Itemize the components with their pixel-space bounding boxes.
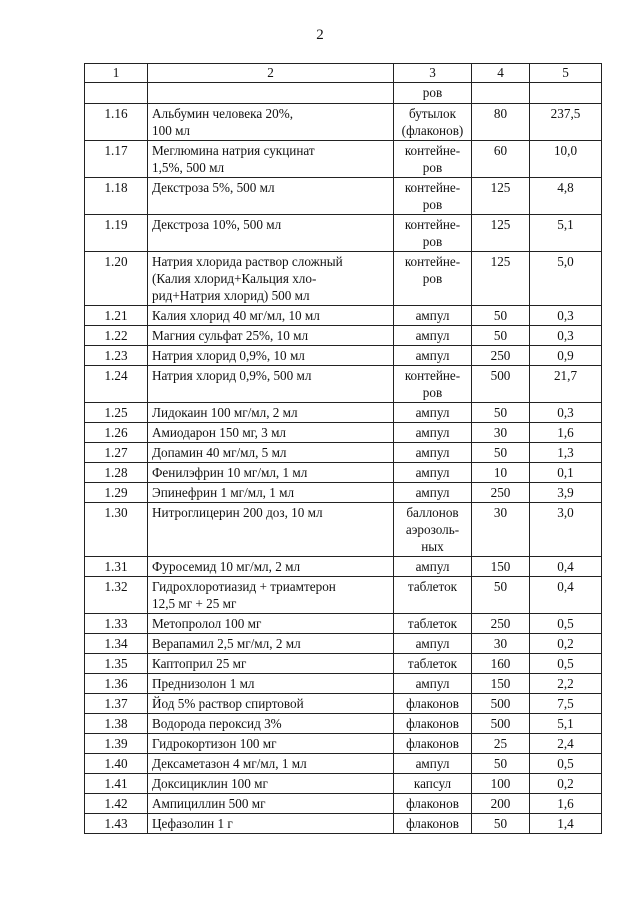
row-number-cell: 1.22 — [85, 326, 148, 346]
unit-line: ампул — [415, 465, 450, 480]
table-row — [85, 463, 602, 483]
value-cell: 1,4 — [530, 814, 602, 834]
quantity-cell: 50 — [472, 306, 530, 326]
unit-line: ампул — [415, 308, 450, 323]
unit-line: капсул — [413, 776, 452, 791]
table-row — [85, 252, 602, 306]
value-cell: 1,6 — [530, 794, 602, 814]
quantity-cell: 50 — [472, 814, 530, 834]
quantity-cell: 160 — [472, 654, 530, 674]
value-cell: 0,2 — [530, 634, 602, 654]
row-number-cell: 1.38 — [85, 714, 148, 734]
value-cell: 5,0 — [530, 252, 602, 306]
unit-cell — [394, 141, 472, 178]
unit-cell — [394, 794, 472, 814]
unit-cell — [394, 577, 472, 614]
item-name-cell — [148, 141, 394, 178]
table-row — [85, 366, 602, 403]
medications-table — [84, 63, 602, 834]
table-row — [85, 178, 602, 215]
unit-line: аэрозоль- — [405, 522, 460, 537]
quantity-cell: 50 — [472, 577, 530, 614]
item-name-line: Преднизолон 1 мл — [152, 676, 255, 691]
table-row — [85, 577, 602, 614]
row-number-cell: 1.36 — [85, 674, 148, 694]
row-number-cell: 1.30 — [85, 503, 148, 557]
item-name-cell — [148, 178, 394, 215]
item-name-line: Нитроглицерин 200 доз, 10 мл — [152, 505, 323, 520]
item-name-cell — [148, 634, 394, 654]
item-name-line: Лидокаин 100 мг/мл, 2 мл — [152, 405, 298, 420]
value-cell: 0,3 — [530, 403, 602, 423]
item-name-line: Йод 5% раствор спиртовой — [152, 696, 304, 711]
item-name-cell — [148, 794, 394, 814]
table-row — [85, 306, 602, 326]
continuation-row — [85, 83, 602, 104]
quantity-cell: 150 — [472, 557, 530, 577]
value-cell: 0,3 — [530, 326, 602, 346]
unit-line: контейне- — [404, 254, 461, 269]
row-number-cell: 1.23 — [85, 346, 148, 366]
item-name-line: 100 мл — [152, 123, 191, 138]
item-name-line: Гидрокортизон 100 мг — [152, 736, 277, 751]
unit-line: ампул — [415, 405, 450, 420]
table-row — [85, 326, 602, 346]
unit-line: контейне- — [404, 180, 461, 195]
unit-line: баллонов — [406, 505, 459, 520]
item-name-cell — [148, 346, 394, 366]
unit-cell — [394, 714, 472, 734]
quantity-cell: 80 — [472, 104, 530, 141]
unit-line: ампул — [415, 425, 450, 440]
unit-cell — [394, 423, 472, 443]
quantity-cell: 500 — [472, 714, 530, 734]
header-cell: 1 — [85, 64, 148, 83]
quantity-cell: 100 — [472, 774, 530, 794]
unit-line: таблеток — [407, 579, 458, 594]
item-name-cell — [148, 694, 394, 714]
item-name-line: рид+Натрия хлорид) 500 мл — [152, 288, 310, 303]
table-cell — [530, 83, 602, 104]
value-cell: 237,5 — [530, 104, 602, 141]
item-name-line: Магния сульфат 25%, 10 мл — [152, 328, 309, 343]
row-number-cell: 1.37 — [85, 694, 148, 714]
item-name-line: Амиодарон 150 мг, 3 мл — [152, 425, 286, 440]
quantity-cell: 50 — [472, 754, 530, 774]
unit-line: ампул — [415, 636, 450, 651]
value-cell: 0,4 — [530, 557, 602, 577]
table-row — [85, 215, 602, 252]
item-name-cell — [148, 577, 394, 614]
unit-cell — [394, 104, 472, 141]
unit-cell — [394, 814, 472, 834]
row-number-cell: 1.24 — [85, 366, 148, 403]
value-cell: 5,1 — [530, 215, 602, 252]
row-number-cell: 1.16 — [85, 104, 148, 141]
quantity-cell: 500 — [472, 366, 530, 403]
row-number-cell: 1.39 — [85, 734, 148, 754]
item-name-line: Доксициклин 100 мг — [152, 776, 268, 791]
quantity-cell: 125 — [472, 178, 530, 215]
quantity-cell: 10 — [472, 463, 530, 483]
item-name-line: Верапамил 2,5 мг/мл, 2 мл — [152, 636, 301, 651]
item-name-cell — [148, 774, 394, 794]
row-number-cell: 1.35 — [85, 654, 148, 674]
quantity-cell: 500 — [472, 694, 530, 714]
row-number-cell: 1.42 — [85, 794, 148, 814]
quantity-cell: 250 — [472, 614, 530, 634]
table-row — [85, 814, 602, 834]
unit-cell — [394, 463, 472, 483]
row-number-cell: 1.20 — [85, 252, 148, 306]
table-row — [85, 774, 602, 794]
quantity-cell: 150 — [472, 674, 530, 694]
unit-cell — [394, 366, 472, 403]
table-body — [85, 64, 602, 834]
table-row — [85, 443, 602, 463]
unit-line: (флаконов) — [401, 123, 464, 138]
unit-line: ров — [422, 197, 443, 212]
unit-line: контейне- — [404, 368, 461, 383]
table-row — [85, 794, 602, 814]
item-name-cell — [148, 754, 394, 774]
quantity-cell: 30 — [472, 503, 530, 557]
unit-line: таблеток — [407, 656, 458, 671]
table-row — [85, 614, 602, 634]
row-number-cell: 1.17 — [85, 141, 148, 178]
unit-line: ров — [422, 234, 443, 249]
unit-cell — [394, 634, 472, 654]
item-name-line: Декстроза 5%, 500 мл — [152, 180, 275, 195]
unit-line: флаконов — [406, 796, 459, 811]
item-name-cell — [148, 654, 394, 674]
item-name-line: Фуросемид 10 мг/мл, 2 мл — [152, 559, 301, 574]
unit-line: ампул — [415, 348, 450, 363]
value-cell: 2,4 — [530, 734, 602, 754]
table-row — [85, 346, 602, 366]
table-row — [85, 483, 602, 503]
row-number-cell: 1.21 — [85, 306, 148, 326]
item-name-cell — [148, 326, 394, 346]
item-name-line: Альбумин человека 20%, — [152, 106, 293, 121]
row-number-cell: 1.28 — [85, 463, 148, 483]
item-name-line: Допамин 40 мг/мл, 5 мл — [152, 445, 287, 460]
item-name-cell — [148, 814, 394, 834]
item-name-line: Фенилэфрин 10 мг/мл, 1 мл — [152, 465, 308, 480]
unit-cell — [394, 306, 472, 326]
unit-cell — [394, 483, 472, 503]
table-row — [85, 754, 602, 774]
value-cell: 3,0 — [530, 503, 602, 557]
page-number: 2 — [316, 27, 324, 43]
value-cell: 21,7 — [530, 366, 602, 403]
value-cell: 0,9 — [530, 346, 602, 366]
unit-line: контейне- — [404, 217, 461, 232]
item-name-cell — [148, 403, 394, 423]
row-number-cell: 1.29 — [85, 483, 148, 503]
item-name-line: 12,5 мг + 25 мг — [152, 596, 237, 611]
item-name-line: Эпинефрин 1 мг/мл, 1 мл — [152, 485, 295, 500]
value-cell: 0,1 — [530, 463, 602, 483]
unit-line: ампул — [415, 559, 450, 574]
value-cell: 5,1 — [530, 714, 602, 734]
item-name-cell — [148, 215, 394, 252]
item-name-cell — [148, 366, 394, 403]
item-name-cell — [148, 734, 394, 754]
quantity-cell: 200 — [472, 794, 530, 814]
unit-line: ампул — [415, 485, 450, 500]
unit-line: ных — [421, 539, 444, 554]
quantity-cell: 30 — [472, 423, 530, 443]
table-cell — [472, 83, 530, 104]
row-number-cell: 1.26 — [85, 423, 148, 443]
item-name-cell — [148, 104, 394, 141]
value-cell: 4,8 — [530, 178, 602, 215]
quantity-cell: 50 — [472, 403, 530, 423]
row-number-cell: 1.41 — [85, 774, 148, 794]
unit-cell — [394, 326, 472, 346]
value-cell: 7,5 — [530, 694, 602, 714]
unit-cell — [394, 557, 472, 577]
item-name-cell — [148, 557, 394, 577]
table-row — [85, 674, 602, 694]
item-name-line: Натрия хлорид 0,9%, 10 мл — [152, 348, 305, 363]
unit-cell — [394, 503, 472, 557]
value-cell: 0,5 — [530, 754, 602, 774]
item-name-cell — [148, 252, 394, 306]
item-name-cell — [148, 463, 394, 483]
unit-line: флаконов — [406, 696, 459, 711]
unit-line: бутылок — [408, 106, 456, 121]
item-name-cell — [148, 503, 394, 557]
row-number-cell: 1.18 — [85, 178, 148, 215]
table-row — [85, 503, 602, 557]
row-number-cell: 1.43 — [85, 814, 148, 834]
table-cell — [85, 83, 148, 104]
table-row — [85, 104, 602, 141]
item-name-line: Каптоприл 25 мг — [152, 656, 247, 671]
unit-cell — [394, 346, 472, 366]
row-number-cell: 1.25 — [85, 403, 148, 423]
item-name-line: Дексаметазон 4 мг/мл, 1 мл — [152, 756, 307, 771]
header-cell: 3 — [394, 64, 472, 83]
unit-line: ров — [422, 160, 443, 175]
header-cell: 5 — [530, 64, 602, 83]
value-cell: 3,9 — [530, 483, 602, 503]
value-cell: 10,0 — [530, 141, 602, 178]
unit-cell — [394, 614, 472, 634]
table-row — [85, 714, 602, 734]
row-number-cell: 1.34 — [85, 634, 148, 654]
unit-line: ампул — [415, 756, 450, 771]
unit-cell — [394, 674, 472, 694]
table-row — [85, 141, 602, 178]
unit-cell — [394, 178, 472, 215]
header-cell: 4 — [472, 64, 530, 83]
value-cell: 0,5 — [530, 614, 602, 634]
item-name-line: Ампициллин 500 мг — [152, 796, 266, 811]
unit-line: ров — [422, 385, 443, 400]
table-row — [85, 634, 602, 654]
value-cell: 0,2 — [530, 774, 602, 794]
unit-cell — [394, 754, 472, 774]
unit-line: ампул — [415, 676, 450, 691]
unit-line: ров — [422, 271, 443, 286]
item-name-cell — [148, 423, 394, 443]
unit-line: флаконов — [406, 736, 459, 751]
item-name-line: Декстроза 10%, 500 мл — [152, 217, 282, 232]
item-name-line: (Калия хлорид+Кальция хло- — [152, 271, 317, 286]
unit-line: таблеток — [407, 616, 458, 631]
quantity-cell: 30 — [472, 634, 530, 654]
item-name-cell — [148, 714, 394, 734]
quantity-cell: 125 — [472, 215, 530, 252]
table-row — [85, 423, 602, 443]
item-name-cell — [148, 674, 394, 694]
row-number-cell: 1.33 — [85, 614, 148, 634]
item-name-line: Гидрохлоротиазид + триамтерон — [152, 579, 336, 594]
item-name-line: Натрия хлорид 0,9%, 500 мл — [152, 368, 312, 383]
quantity-cell: 50 — [472, 326, 530, 346]
item-name-line: Меглюмина натрия сукцинат — [152, 143, 315, 158]
unit-cell — [394, 403, 472, 423]
value-cell: 0,4 — [530, 577, 602, 614]
item-name-line: Натрия хлорида раствор сложный — [152, 254, 343, 269]
unit-cell — [394, 443, 472, 463]
value-cell: 2,2 — [530, 674, 602, 694]
quantity-cell: 25 — [472, 734, 530, 754]
unit-cell — [394, 694, 472, 714]
item-name-cell — [148, 614, 394, 634]
item-name-line: Цефазолин 1 г — [152, 816, 233, 831]
value-cell: 0,5 — [530, 654, 602, 674]
item-name-cell — [148, 483, 394, 503]
quantity-cell: 50 — [472, 443, 530, 463]
item-name-line: Калия хлорид 40 мг/мл, 10 мл — [152, 308, 320, 323]
value-cell: 1,6 — [530, 423, 602, 443]
quantity-cell: 250 — [472, 346, 530, 366]
unit-line: флаконов — [406, 716, 459, 731]
table-cell — [148, 83, 394, 104]
table-row — [85, 734, 602, 754]
unit-cell — [394, 774, 472, 794]
unit-line: ампул — [415, 328, 450, 343]
unit-line: контейне- — [404, 143, 461, 158]
header-row — [85, 64, 602, 83]
value-cell: 1,3 — [530, 443, 602, 463]
item-name-cell — [148, 443, 394, 463]
unit-cell — [394, 215, 472, 252]
item-name-line: Метопролол 100 мг — [152, 616, 262, 631]
unit-line: ампул — [415, 445, 450, 460]
quantity-cell: 125 — [472, 252, 530, 306]
unit-cell — [394, 252, 472, 306]
table-row — [85, 654, 602, 674]
table-row — [85, 557, 602, 577]
item-name-cell — [148, 306, 394, 326]
row-number-cell: 1.27 — [85, 443, 148, 463]
item-name-line: 1,5%, 500 мл — [152, 160, 225, 175]
row-number-cell: 1.40 — [85, 754, 148, 774]
row-number-cell: 1.19 — [85, 215, 148, 252]
table-row — [85, 403, 602, 423]
header-cell: 2 — [148, 64, 394, 83]
quantity-cell: 250 — [472, 483, 530, 503]
unit-line: флаконов — [406, 816, 459, 831]
value-cell: 0,3 — [530, 306, 602, 326]
row-number-cell: 1.31 — [85, 557, 148, 577]
unit-cell — [394, 734, 472, 754]
continuation-cell: ров — [394, 83, 472, 104]
quantity-cell: 60 — [472, 141, 530, 178]
unit-cell — [394, 654, 472, 674]
table-row — [85, 694, 602, 714]
item-name-line: Водорода пероксид 3% — [152, 716, 282, 731]
row-number-cell: 1.32 — [85, 577, 148, 614]
